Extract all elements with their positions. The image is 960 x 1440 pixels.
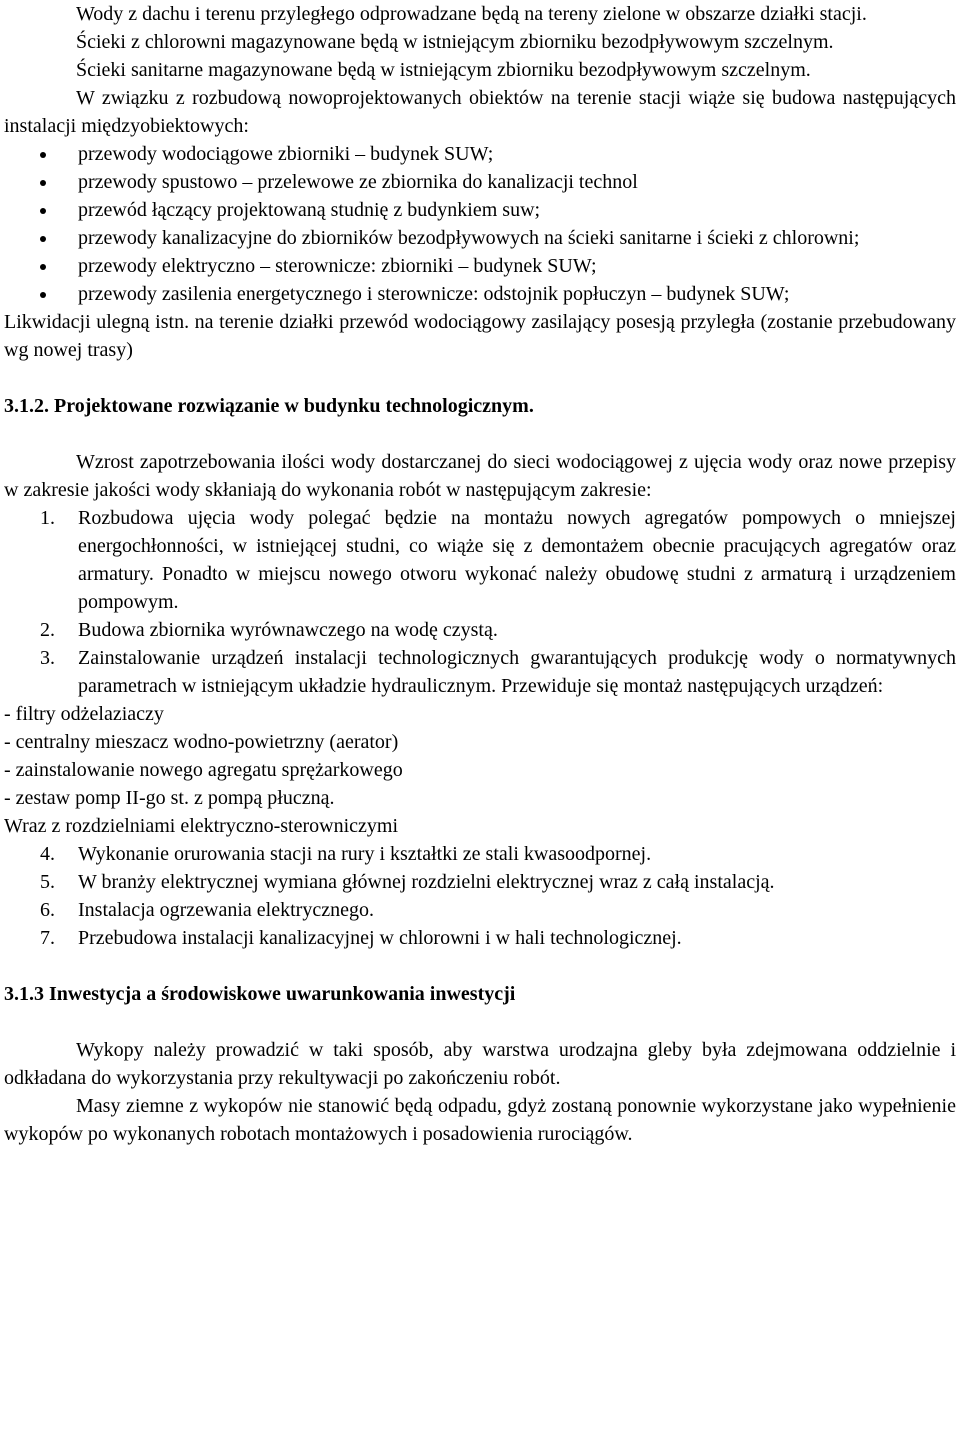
paragraph-earth-masses: Masy ziemne z wykopów nie stanowić będą odpadu, gdyż zostaną ponownie wykorzystane jako wypełnienie wykopów po wykonanych robotach montażowych i posadowienia rurociągów. xyxy=(4,1095,956,1145)
bullet-icon xyxy=(40,292,46,298)
numbered-item xyxy=(4,840,956,868)
device-item: - zainstalowanie nowego agregatu sprężarkowego xyxy=(4,759,403,781)
bullet-icon xyxy=(40,264,46,270)
scope-list-b xyxy=(4,840,956,952)
item-text: Przebudowa instalacji kanalizacyjnej w chlorowni i w hali technologicznej. xyxy=(78,927,682,949)
item-text: Instalacja ogrzewania elektrycznego. xyxy=(78,899,374,921)
section-heading-3-1-2: 3.1.2. Projektowane rozwiązanie w budynku technologicznym. xyxy=(4,395,534,417)
item-number: 7. xyxy=(40,927,55,949)
list-item-text: przewody spustowo – przelewowe ze zbiornika do kanalizacji technol xyxy=(78,171,638,193)
device-item: - zestaw pomp II-go st. z pompą płuczną. xyxy=(4,787,335,809)
numbered-item xyxy=(4,924,956,952)
list-item-text: przewody elektryczno – sterownicze: zbiorniki – budynek SUW; xyxy=(78,255,597,277)
item-number: 5. xyxy=(40,871,55,893)
list-item-text: przewody zasilenia energetycznego i sterownicze: odstojnik popłuczyn – budynek SUW; xyxy=(78,283,790,305)
spacer xyxy=(4,1008,956,1036)
list-item xyxy=(4,280,956,308)
list-item xyxy=(4,168,956,196)
numbered-item xyxy=(4,644,956,700)
device-item: - filtry odżelaziaczy xyxy=(4,703,164,725)
item-number: 2. xyxy=(40,619,55,641)
bullet-icon xyxy=(40,208,46,214)
bullet-icon xyxy=(40,180,46,186)
numbered-item xyxy=(4,896,956,924)
paragraph-installations-intro: W związku z rozbudową nowoprojektowanych obiektów na terenie stacji wiąże się budowa następujących instalacji międzyobiektowych: xyxy=(4,87,956,137)
item-number: 3. xyxy=(40,647,55,669)
section-heading-3-1-3: 3.1.3 Inwestycja a środowiskowe uwarunkowania inwestycji xyxy=(4,983,516,1005)
numbered-item xyxy=(4,616,956,644)
bullet-icon xyxy=(40,236,46,242)
list-item xyxy=(4,224,956,252)
spacer xyxy=(4,420,956,448)
paragraph-chlorine-sewage: Ścieki z chlorowni magazynowane będą w istniejącym zbiorniku bezodpływowym szczelnym. xyxy=(76,31,834,53)
item-number: 6. xyxy=(40,899,55,921)
paragraph-roof-water: Wody z dachu i terenu przyległego odprowadzane będą na tereny zielone w obszarze działki stacji. xyxy=(76,3,867,25)
numbered-item xyxy=(4,504,956,616)
numbered-item xyxy=(4,868,956,896)
list-item-text: przewód łączący projektowaną studnię z budynkiem suw; xyxy=(78,199,541,221)
paragraph-scope-intro: Wzrost zapotrzebowania ilości wody dostarczanej do sieci wodociągowej z ujęcia wody oraz nowe przepisy w zakresie jakości wody skłaniają do wykonania robót w następującym zakresie: xyxy=(4,451,956,501)
list-item xyxy=(4,252,956,280)
paragraph-liquidation: Likwidacji ulegną istn. na terenie działki przewód wodociągowy zasilający posesją przyległa (zostanie przebudowany wg nowej trasy) xyxy=(4,311,956,361)
spacer xyxy=(4,364,956,392)
item-number: 1. xyxy=(40,507,55,529)
device-item: - centralny mieszacz wodno-powietrzny (aerator) xyxy=(4,731,399,753)
item-text: Budowa zbiornika wyrównawczego na wodę czystą. xyxy=(78,619,498,641)
list-item-text: przewody wodociągowe zbiorniki – budynek SUW; xyxy=(78,143,494,165)
list-item xyxy=(4,140,956,168)
paragraph-excavation: Wykopy należy prowadzić w taki sposób, aby warstwa urodzajna gleby była zdejmowana oddzielnie i odkładana do wykorzystania przy rekultywacji po zakończeniu robót. xyxy=(4,1039,956,1089)
item-text: W branży elektrycznej wymiana głównej rozdzielni elektrycznej wraz z całą instalacją. xyxy=(78,871,775,893)
bullet-icon xyxy=(40,152,46,158)
list-item-text: przewody kanalizacyjne do zbiorników bezodpływowych na ścieki sanitarne i ścieki z chlorowni; xyxy=(78,227,860,249)
switchgear-line: Wraz z rozdzielniami elektryczno-sterowniczymi xyxy=(4,815,399,837)
scope-list-a xyxy=(4,504,956,700)
item-number: 4. xyxy=(40,843,55,865)
item-text: Zainstalowanie urządzeń instalacji technologicznych gwarantujących produkcję wody o normatywnych parametrach w istniejącym układzie hydraulicznym. Przewiduje się montaż następujących urządzeń: xyxy=(78,647,956,697)
installations-list xyxy=(4,140,956,308)
paragraph-sanitary-sewage: Ścieki sanitarne magazynowane będą w istniejącym zbiorniku bezodpływowym szczelnym. xyxy=(76,59,811,81)
item-text: Wykonanie orurowania stacji na rury i kształtki ze stali kwasoodpornej. xyxy=(78,843,652,865)
item-text: Rozbudowa ujęcia wody polegać będzie na montażu nowych agregatów pompowych o mniejszej energochłonności, w istniejącej studni, co wiąże się z demontażem obecnie pracujących agregatów oraz armatury. Ponadto w miejscu nowego otworu wykonać należy obudowę studni z armaturą i urządzeniem pompowym. xyxy=(78,507,956,613)
list-item xyxy=(4,196,956,224)
spacer xyxy=(4,952,956,980)
